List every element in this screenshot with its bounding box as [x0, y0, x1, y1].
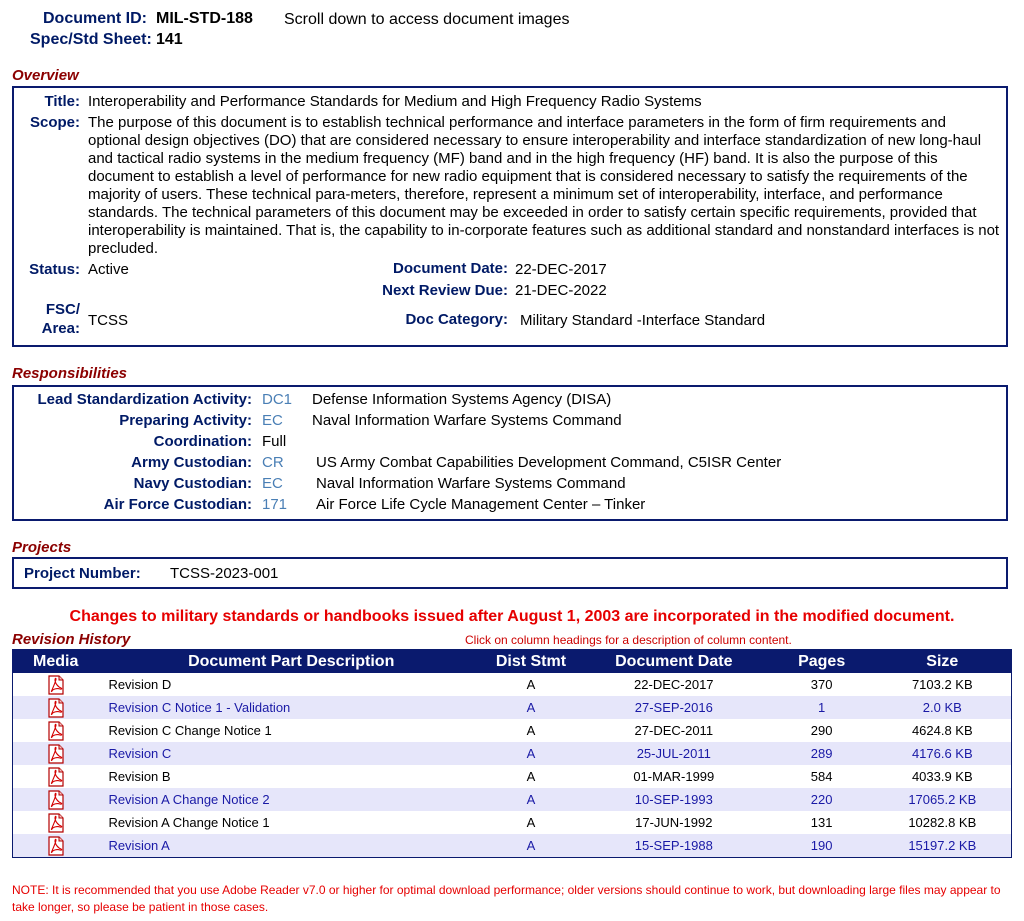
- size-cell: 2.0 KB: [874, 696, 1012, 719]
- col-media[interactable]: Media: [13, 650, 99, 674]
- col-dist-stmt[interactable]: Dist Stmt: [484, 650, 578, 674]
- table-row[interactable]: [13, 696, 1012, 719]
- pages-cell: 1: [770, 696, 874, 719]
- resp-label: Preparing Activity:: [119, 412, 252, 429]
- resp-name: Air Force Life Cycle Management Center – Tinker: [316, 496, 646, 513]
- doc-date-value: 22-DEC-2017: [515, 261, 607, 278]
- pdf-file-icon[interactable]: [47, 790, 65, 810]
- next-review-label: Next Review Due:: [382, 282, 508, 299]
- resp-row: [14, 475, 1004, 496]
- size-cell: 17065.2 KB: [874, 788, 1012, 811]
- next-review-value: 21-DEC-2022: [515, 282, 607, 299]
- doc-date-label: Document Date:: [392, 260, 508, 277]
- resp-label: Air Force Custodian:: [103, 496, 252, 513]
- pages-cell: 220: [770, 788, 874, 811]
- resp-row: [14, 454, 1004, 475]
- table-header-row: [13, 650, 1012, 674]
- table-row[interactable]: [13, 811, 1012, 834]
- dist-stmt-cell: A: [484, 719, 578, 742]
- date-cell: 15-SEP-1988: [578, 834, 770, 858]
- description-cell: Revision C Notice 1 - Validation: [98, 696, 484, 719]
- date-cell: 17-JUN-1992: [578, 811, 770, 834]
- resp-name: US Army Combat Capabilities Development Command, C5ISR Center: [316, 454, 782, 471]
- size-cell: 10282.8 KB: [874, 811, 1012, 834]
- table-row[interactable]: [13, 834, 1012, 858]
- projects-heading: Projects: [12, 539, 72, 556]
- activity-code-link[interactable]: EC: [262, 412, 283, 429]
- media-cell[interactable]: [13, 742, 99, 765]
- col-doc-date[interactable]: Document Date: [578, 650, 770, 674]
- dist-stmt-cell: A: [484, 788, 578, 811]
- dist-stmt-cell: A: [484, 673, 578, 696]
- description-cell: Revision B: [98, 765, 484, 788]
- sheet-label: Spec/Std Sheet:: [30, 31, 152, 48]
- pages-cell: 190: [770, 834, 874, 858]
- pdf-file-icon[interactable]: [47, 744, 65, 764]
- column-heading-hint: Click on column headings for a description of column content.: [465, 633, 792, 647]
- pages-cell: 584: [770, 765, 874, 788]
- category-label: Doc Category:: [405, 311, 508, 328]
- pdf-file-icon[interactable]: [47, 836, 65, 856]
- scroll-hint: Scroll down to access document images: [284, 11, 570, 28]
- reader-note: NOTE: It is recommended that you use Adobe Reader v7.0 or higher for optimal download performance; older versions should continue to work, but downloading large files may appear to take longer, so please be patient in those cases.: [12, 883, 1001, 914]
- size-cell: 4033.9 KB: [874, 765, 1012, 788]
- project-number-label: Project Number:: [24, 565, 141, 582]
- table-row[interactable]: [13, 673, 1012, 696]
- doc-id: MIL-STD-188: [156, 10, 253, 27]
- dist-stmt-cell: A: [484, 696, 578, 719]
- date-cell: 10-SEP-1993: [578, 788, 770, 811]
- date-cell: 01-MAR-1999: [578, 765, 770, 788]
- col-pages[interactable]: Pages: [770, 650, 874, 674]
- table-row[interactable]: [13, 765, 1012, 788]
- responsibilities-heading: Responsibilities: [12, 365, 128, 382]
- pdf-file-icon[interactable]: [47, 767, 65, 787]
- dist-stmt-cell: A: [484, 811, 578, 834]
- fsc-label-line1: FSC/: [45, 301, 80, 318]
- date-cell: 27-SEP-2016: [578, 696, 770, 719]
- date-cell: 22-DEC-2017: [578, 673, 770, 696]
- activity-code-link[interactable]: CR: [262, 454, 284, 471]
- revision-history-heading: Revision History: [12, 631, 131, 648]
- project-number: TCSS-2023-001: [170, 565, 279, 582]
- table-row[interactable]: [13, 742, 1012, 765]
- resp-label: Army Custodian:: [131, 454, 252, 471]
- pages-cell: 131: [770, 811, 874, 834]
- description-cell: Revision C: [98, 742, 484, 765]
- pdf-file-icon[interactable]: [47, 721, 65, 741]
- resp-name: Defense Information Systems Agency (DISA): [312, 391, 612, 408]
- date-cell: 27-DEC-2011: [578, 719, 770, 742]
- pages-cell: 290: [770, 719, 874, 742]
- table-row[interactable]: [13, 788, 1012, 811]
- description-cell: Revision A Change Notice 1: [98, 811, 484, 834]
- size-cell: 4624.8 KB: [874, 719, 1012, 742]
- projects-box: [12, 557, 1008, 589]
- revision-history-table: [12, 649, 1012, 858]
- resp-name: Naval Information Warfare Systems Command: [312, 412, 622, 429]
- description-cell: Revision A Change Notice 2: [98, 788, 484, 811]
- status-value: Active: [88, 261, 129, 278]
- resp-row: [14, 412, 1004, 433]
- col-description[interactable]: Document Part Description: [98, 650, 484, 674]
- sheet-number: 141: [156, 31, 183, 48]
- media-cell[interactable]: [13, 696, 99, 719]
- col-size[interactable]: Size: [874, 650, 1012, 674]
- resp-label: Lead Standardization Activity:: [37, 391, 252, 408]
- doc-title: Interoperability and Performance Standards for Medium and High Frequency Radio Systems: [88, 93, 702, 110]
- dist-stmt-cell: A: [484, 834, 578, 858]
- media-cell[interactable]: [13, 673, 99, 696]
- table-row[interactable]: [13, 719, 1012, 742]
- document-header: [0, 10, 600, 52]
- description-cell: Revision D: [98, 673, 484, 696]
- resp-label: Coordination:: [153, 433, 252, 450]
- title-label: Title:: [44, 93, 80, 110]
- doc-id-label: Document ID:: [43, 10, 147, 27]
- pdf-file-icon[interactable]: [47, 698, 65, 718]
- overview-box: [12, 86, 1008, 347]
- media-cell[interactable]: [13, 719, 99, 742]
- dist-stmt-cell: A: [484, 765, 578, 788]
- size-cell: 4176.6 KB: [874, 742, 1012, 765]
- pdf-file-icon[interactable]: [47, 813, 65, 833]
- status-label: Status:: [29, 261, 80, 278]
- category-value: Military Standard -Interface Standard: [520, 312, 766, 329]
- coordination-value: Full: [262, 433, 287, 450]
- resp-label: Navy Custodian:: [133, 475, 252, 492]
- resp-row: [14, 433, 1004, 454]
- activity-code-link[interactable]: DC1: [262, 391, 293, 408]
- responsibilities-box: [12, 385, 1008, 521]
- size-cell: 7103.2 KB: [874, 673, 1012, 696]
- pages-cell: 289: [770, 742, 874, 765]
- description-cell: Revision A: [98, 834, 484, 858]
- fsc-label-line2: Area:: [41, 320, 80, 337]
- pages-cell: 370: [770, 673, 874, 696]
- resp-row: [14, 496, 1004, 517]
- pdf-file-icon[interactable]: [47, 675, 65, 695]
- modification-notice: Changes to military standards or handbooks issued after August 1, 2003 are incorporated in the modified document.: [69, 608, 955, 625]
- media-cell[interactable]: [13, 811, 99, 834]
- media-cell[interactable]: [13, 834, 99, 858]
- activity-code-link[interactable]: EC: [262, 475, 283, 492]
- media-cell[interactable]: [13, 788, 99, 811]
- size-cell: 15197.2 KB: [874, 834, 1012, 858]
- fsc-value: TCSS: [88, 312, 129, 329]
- media-cell[interactable]: [13, 765, 99, 788]
- dist-stmt-cell: A: [484, 742, 578, 765]
- overview-heading: Overview: [12, 67, 79, 84]
- description-cell: Revision C Change Notice 1: [98, 719, 484, 742]
- resp-row: [14, 391, 1004, 412]
- resp-name: Naval Information Warfare Systems Command: [316, 475, 626, 492]
- scope-label: Scope:: [29, 114, 80, 131]
- activity-code-link[interactable]: 171: [262, 496, 288, 513]
- date-cell: 25-JUL-2011: [578, 742, 770, 765]
- scope-text: The purpose of this document is to establish technical performance and interface parameters in the form of firm requirements and optional design objectives (DO) that are considered necessary to ensure interoperability and interface standardization of new long-haul and tactical radio systems in the medium frequency (MF) band and in the high frequency (HF) band. It is also the purpose of this document to establish a level of performance for new radio equipment that is considered necessary to satisfy the requirements of the majority of users. These technical para-meters, therefore, represent a minimum set of interoperability, interface, and performance standards. The technical parameters of this document may be exceeded in order to satisfy certain specific requirements, provided that interoperability is maintained. That is, the capability to in-corporate features such as additional standard and nonstandard interfaces is not precluded.: [88, 114, 1000, 257]
